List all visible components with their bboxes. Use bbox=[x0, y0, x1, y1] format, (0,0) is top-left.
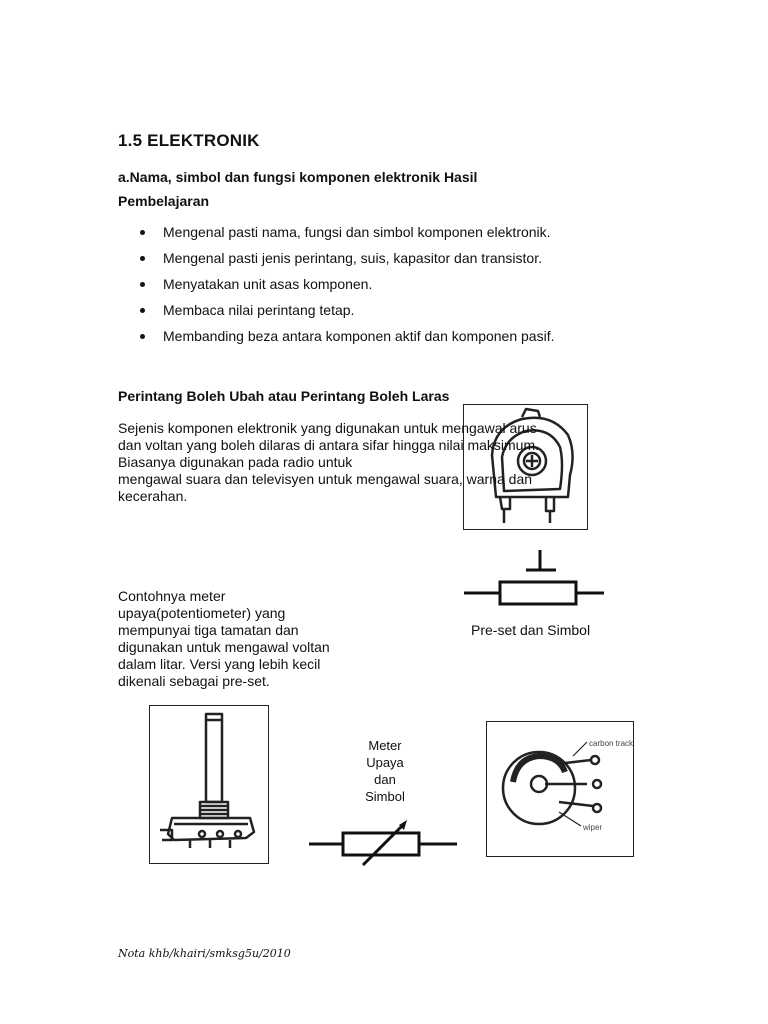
subheading-line-2: Pembelajaran bbox=[118, 193, 210, 209]
caption-line: Meter bbox=[368, 738, 402, 753]
wiper-label: wiper bbox=[583, 823, 603, 832]
potentiometer-example-text bbox=[118, 588, 358, 690]
example-line: upaya(potentiometer) yang bbox=[118, 605, 286, 621]
variable-resistor-description bbox=[118, 420, 588, 505]
objective-item: Menyatakan unit asas komponen. bbox=[118, 274, 554, 300]
carbon-track-label: carbon track bbox=[589, 739, 633, 748]
example-line: Contohnya meter bbox=[118, 588, 226, 604]
objective-item: Mengenal pasti nama, fungsi dan simbol komponen elektronik. bbox=[118, 222, 554, 248]
caption-line: dan bbox=[374, 772, 396, 787]
caption-line: Upaya bbox=[366, 755, 404, 770]
description-line: Biasanya digunakan pada radio untuk bbox=[118, 454, 353, 470]
objective-item: Membaca nilai perintang tetap. bbox=[118, 300, 554, 326]
description-line: kecerahan. bbox=[118, 488, 188, 504]
objective-item: Membanding beza antara komponen aktif dan komponen pasif. bbox=[118, 326, 554, 352]
preset-caption: Pre-set dan Simbol bbox=[471, 622, 591, 638]
variable-resistor-symbol bbox=[305, 815, 460, 871]
variable-resistor-heading: Perintang Boleh Ubah atau Perintang Boleh Laras bbox=[118, 388, 450, 404]
preset-resistor-symbol bbox=[458, 546, 608, 608]
example-line: dalam litar. Versi yang lebih kecil bbox=[118, 656, 321, 672]
potentiometer-image bbox=[149, 705, 269, 864]
section-title: 1.5 ELEKTRONIK bbox=[118, 131, 260, 150]
footer-note: Nota khb/khairi/smksg5u/2010 bbox=[118, 947, 291, 960]
description-line: Sejenis komponen elektronik yang digunakan untuk mengawal arus bbox=[118, 420, 537, 436]
description-line: dan voltan yang boleh dilaras di antara sifar hingga nilai maksimum. bbox=[118, 437, 540, 453]
example-line: dikenali sebagai pre-set. bbox=[118, 673, 270, 689]
carbon-track-diagram bbox=[486, 721, 634, 857]
potentiometer-caption bbox=[350, 737, 420, 805]
example-line: mempunyai tiga tamatan dan bbox=[118, 622, 299, 638]
caption-line: Simbol bbox=[365, 789, 405, 804]
subheading-line-1: a.Nama, simbol dan fungsi komponen elektronik Hasil bbox=[118, 169, 478, 185]
objective-item: Mengenal pasti jenis perintang, suis, kapasitor dan transistor. bbox=[118, 248, 554, 274]
example-line: digunakan untuk mengawal voltan bbox=[118, 639, 330, 655]
description-line: mengawal suara dan televisyen untuk mengawal suara, warna dan bbox=[118, 471, 533, 487]
learning-objectives-list bbox=[118, 222, 554, 352]
